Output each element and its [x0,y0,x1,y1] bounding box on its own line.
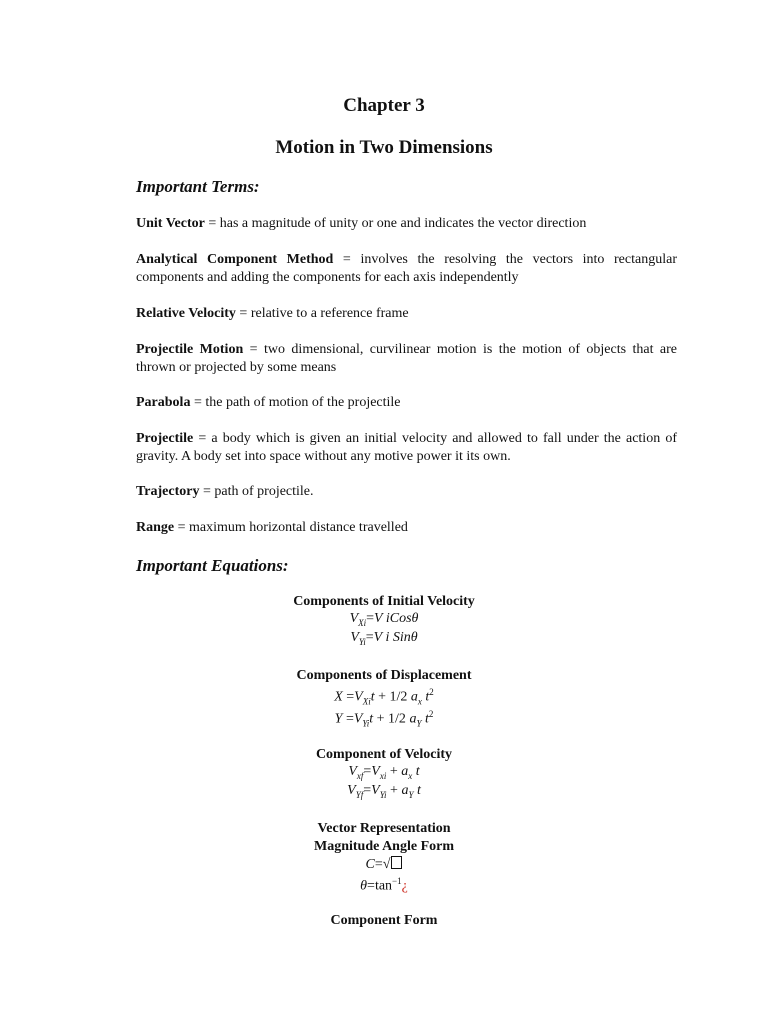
equation-group-heading: Magnitude Angle Form [314,839,454,854]
term-parabola: Parabola = the path of motion of the projectile [136,395,401,410]
equation-group-heading: Component of Velocity [315,747,453,762]
equations-heading: Important Equations: [136,556,289,575]
term-range: Range = maximum horizontal distance travelled [136,520,408,535]
term-projectile: Projectile = a body which is given an initial velocity and allowed to fall under the action of gravity. A body set into space without any motive power it its own. [136,431,677,464]
term-name: Parabola [136,395,191,410]
equation-group-heading: Component Form [330,913,438,928]
missing-glyph-box [391,856,402,869]
equation-vxf: $V_{xf}=V_{xi} + a_x$ t [348,764,420,781]
term-definition: maximum horizontal distance travelled [189,520,408,535]
equation-angle: $\theta=\tan^{-1}¿$ [360,876,408,894]
equation-vyf: $V_{Yf}=V_{Yi} + a_Y$ t [347,783,421,800]
term-definition: has a magnitude of unity or one and indicates the vector direction [219,216,587,231]
equation-vyi: $V_{Yi}=V$ i Sinθ [350,630,418,647]
page-title: Motion in Two Dimensions [275,137,493,158]
term-name: Analytical Component Method [136,252,334,267]
term-definition: the path of motion of the projectile [205,395,401,410]
term-relative-velocity: Relative Velocity = relative to a reference frame [136,306,409,321]
term-name: Projectile Motion [136,342,244,357]
term-name: Unit Vector [136,216,205,231]
term-projectile-motion: Projectile Motion = two dimensional, curvilinear motion is the motion of objects that are thrown or projected by some means [136,342,678,375]
equation-magnitude: C=√ [0,856,768,873]
term-name: Trajectory [136,484,200,499]
term-definition: a body which is given an initial velocity and allowed to fall under the action of gravity. A body set into space without any motive power it its own. [136,431,677,464]
terms-heading: Important Terms: [136,177,260,196]
equation-x-displacement: $X =V_{Xi}t + 1/2$ $a_x$ $t^2$ [334,687,434,707]
term-definition: relative to a reference frame [250,306,409,321]
term-name: Relative Velocity [136,306,236,321]
term-definition: two dimensional, curvilinear motion is the motion of objects that are thrown or projected by some means [136,342,678,375]
equation-y-displacement: $Y =V_{Yi}t + 1/2$ $a_Y$ $t^2$ [334,709,434,729]
equation-group-heading: Components of Displacement [296,668,472,683]
term-name: Range [136,520,175,535]
term-unit-vector: Unit Vector = has a magnitude of unity or one and indicates the vector direction [136,216,587,231]
term-analytical-component-method: Analytical Component Method = involves the resolving the vectors into rectangular components and adding the components for each axis independently [136,252,677,285]
chapter-heading: Chapter 3 [343,95,425,116]
term-trajectory: Trajectory = path of projectile. [136,484,314,499]
equation-group-heading: Components of Initial Velocity [293,594,475,609]
term-name: Projectile [136,431,194,446]
equation-group-heading: Vector Representation [317,821,451,836]
term-definition: path of projectile. [214,484,314,499]
equation-vxi: $V_{Xi}=V$ iCosθ [349,611,419,628]
term-definition: involves the resolving the vectors into rectangular components and adding the components for each axis independently [136,252,677,285]
